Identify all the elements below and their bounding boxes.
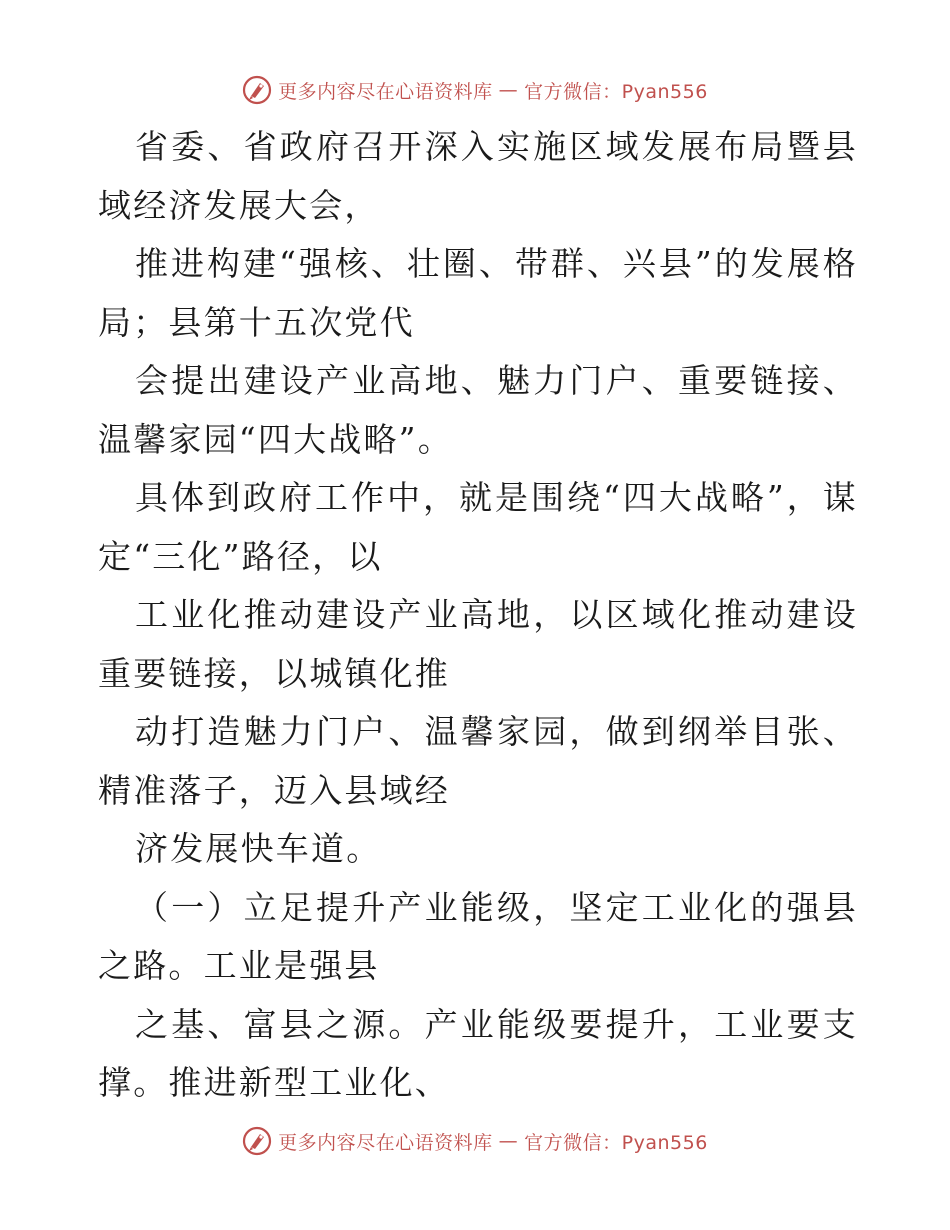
pen-nib-logo-icon	[242, 75, 272, 105]
footer-contact-text: 官方微信：Pyan556	[524, 1131, 708, 1154]
paragraph: 之基、富县之源。产业能级要提升，工业要支撑。推进新型工业化、	[98, 1004, 858, 1102]
footer-banner	[0, 1124, 950, 1158]
paragraph: 会提出建设产业高地、魅力门户、重要链接、温馨家园“四大战略”。	[98, 361, 858, 459]
header-banner	[0, 73, 950, 107]
paragraph: （一）立足提升产业能级，坚定工业化的强县之路。工业是强县	[98, 887, 858, 985]
paragraph: 省委、省政府召开深入实施区域发展布局暨县域经济发展大会，	[98, 127, 858, 225]
footer-separator: —	[498, 1130, 519, 1152]
footer-brand-text: 更多内容尽在心语资料库	[278, 1131, 493, 1154]
paragraph: 济发展快车道。	[135, 829, 382, 868]
document-body	[98, 118, 858, 1113]
paragraph: 推进构建“强核、壮圈、带群、兴县”的发展格局；县第十五次党代	[98, 244, 858, 342]
header-separator: —	[498, 79, 519, 101]
paragraph: 动打造魅力门户、温馨家园，做到纲举目张、精准落子，迈入县域经	[98, 712, 858, 810]
paragraph: 具体到政府工作中，就是围绕“四大战略”，谋定“三化”路径，以	[98, 478, 858, 576]
paragraph: 工业化推动建设产业高地，以区域化推动建设重要链接，以城镇化推	[98, 595, 858, 693]
header-brand-text: 更多内容尽在心语资料库	[278, 80, 493, 103]
header-contact-text: 官方微信：Pyan556	[524, 80, 708, 103]
pen-nib-logo-icon	[242, 1126, 272, 1156]
